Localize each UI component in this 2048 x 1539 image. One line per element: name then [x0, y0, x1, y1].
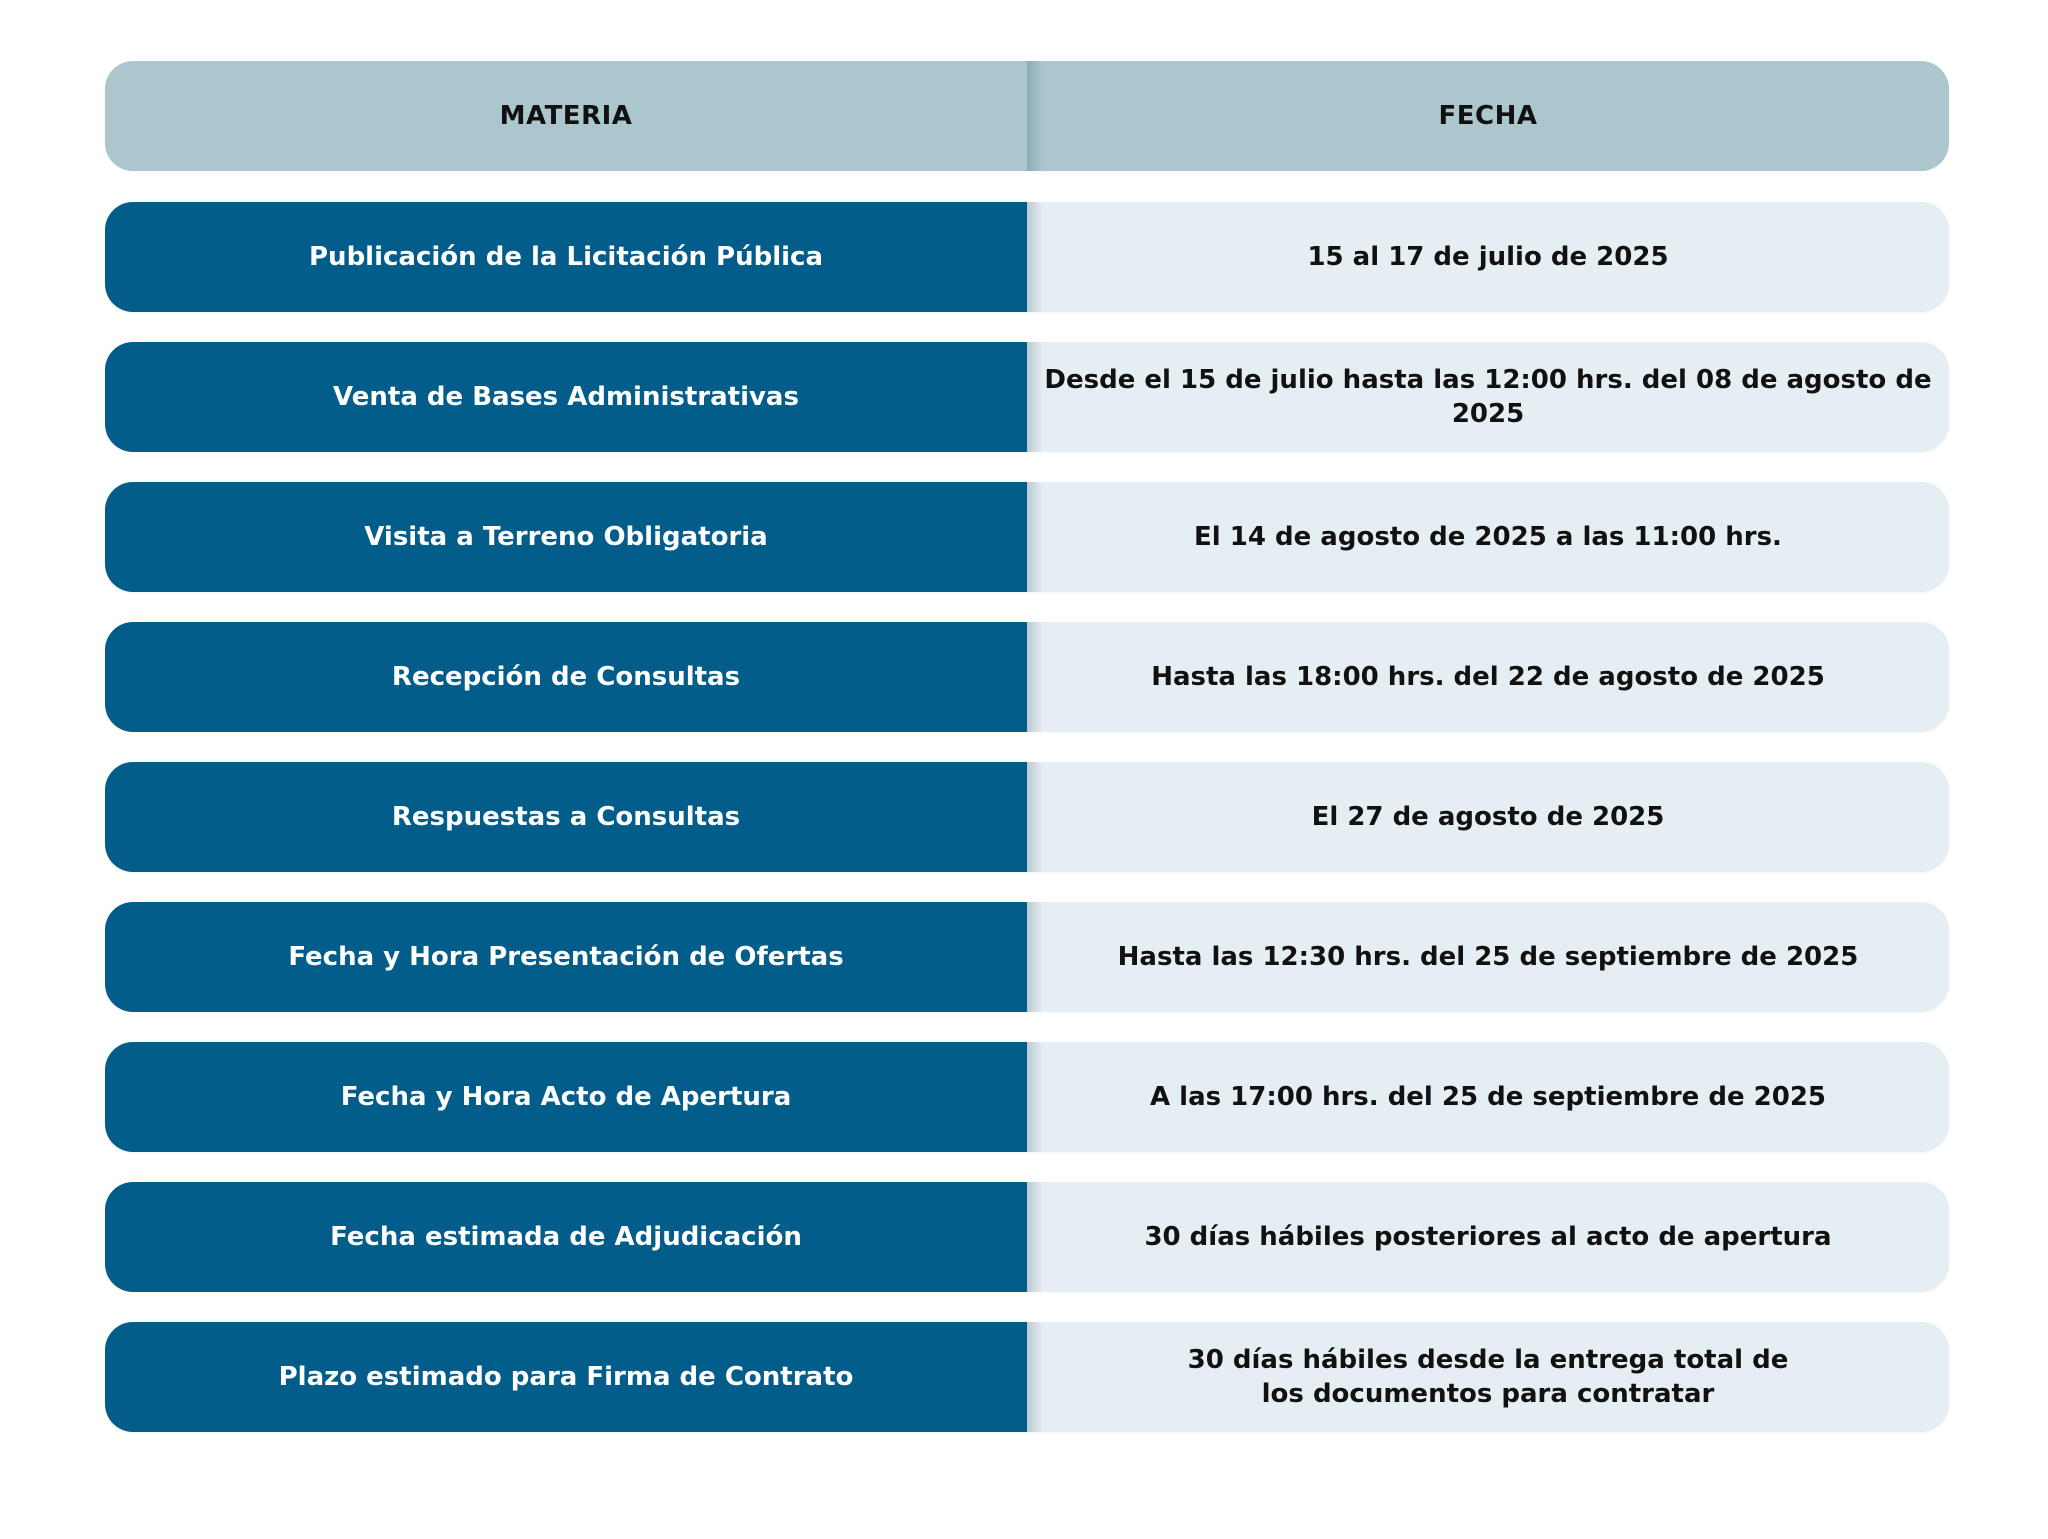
fecha-cell: [1027, 1322, 1949, 1432]
table-row: [105, 202, 1949, 312]
materia-cell: Respuestas a Consultas: [105, 762, 1027, 872]
fecha-cell: [1027, 482, 1949, 592]
materia-cell: Fecha y Hora Acto de Apertura: [105, 1042, 1027, 1152]
table-row: [105, 902, 1949, 1012]
fecha-text: Hasta las 12:30 hrs. del 25 de septiembre de 2025: [1117, 942, 1859, 972]
table-row: [105, 622, 1949, 732]
fecha-text: A las 17:00 hrs. del 25 de septiembre de 2025: [1149, 1082, 1826, 1112]
materia-column-header: MATERIA: [499, 101, 633, 131]
fecha-text: 15 al 17 de julio de 2025: [1307, 242, 1669, 272]
fecha-cell: [1027, 622, 1949, 732]
fecha-cell: [1027, 342, 1949, 452]
materia-cell: Publicación de la Licitación Pública: [105, 202, 1027, 312]
fecha-cell: [1027, 1042, 1949, 1152]
fecha-cell: [1027, 762, 1949, 872]
materia-cell: Fecha y Hora Presentación de Ofertas: [105, 902, 1027, 1012]
materia-cell: Venta de Bases Administrativas: [105, 342, 1027, 452]
materia-cell: Visita a Terreno Obligatoria: [105, 482, 1027, 592]
materia-cell: Fecha estimada de Adjudicación: [105, 1182, 1027, 1292]
fecha-text: El 27 de agosto de 2025: [1311, 802, 1665, 832]
fecha-text: 30 días hábiles desde la entrega total de los documentos para contratar: [1187, 1345, 1789, 1409]
table-header: [105, 61, 1949, 171]
table-row: [105, 1182, 1949, 1292]
table-row: [105, 482, 1949, 592]
table-row: [105, 762, 1949, 872]
fecha-text: Hasta las 18:00 hrs. del 22 de agosto de 2025: [1151, 662, 1825, 692]
table-row: [105, 342, 1949, 452]
fecha-cell: [1027, 1182, 1949, 1292]
fecha-text: El 14 de agosto de 2025 a las 11:00 hrs.: [1194, 522, 1782, 552]
table-row: [105, 1042, 1949, 1152]
materia-cell: Recepción de Consultas: [105, 622, 1027, 732]
schedule-table: [105, 61, 1949, 1462]
fecha-column-header: FECHA: [1027, 61, 1949, 171]
fecha-text: 30 días hábiles posteriores al acto de apertura: [1144, 1222, 1832, 1252]
fecha-text: Desde el 15 de julio hasta las 12:00 hrs. del 08 de agosto de 2025: [1044, 365, 1932, 429]
materia-cell: Plazo estimado para Firma de Contrato: [105, 1322, 1027, 1432]
table-row: [105, 1322, 1949, 1432]
fecha-cell: [1027, 902, 1949, 1012]
fecha-cell: [1027, 202, 1949, 312]
